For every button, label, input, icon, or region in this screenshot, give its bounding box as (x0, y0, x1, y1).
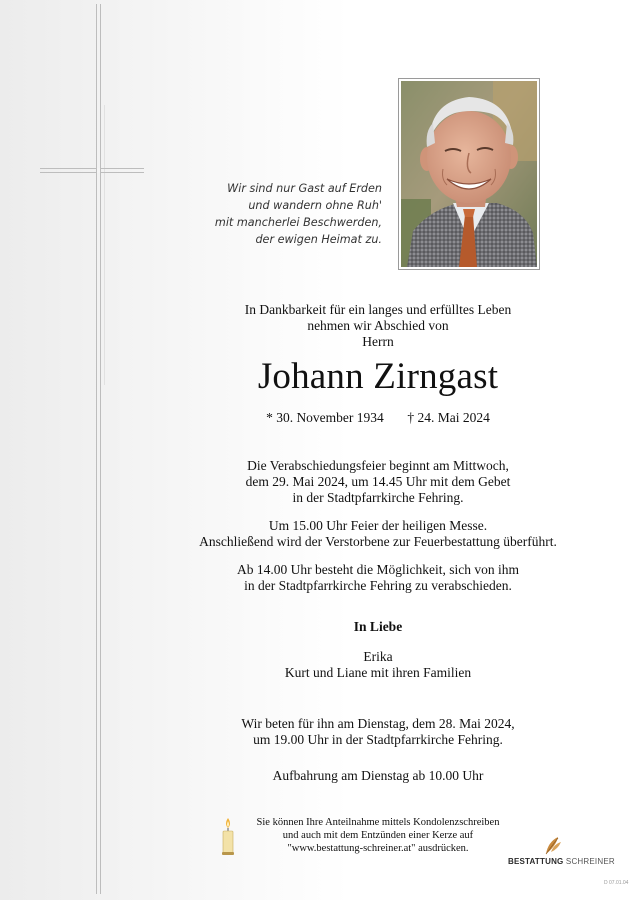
intro-line: In Dankbarkeit für ein langes und erfülltes Leben (244, 302, 512, 317)
condolence-line: und auch mit dem Entzünden einer Kerze auf (282, 830, 474, 841)
viewing-info (120, 768, 636, 784)
prayer-line: Wir beten für ihn am Dienstag, dem 28. Mai 2024, (241, 716, 515, 731)
life-dates: * 30. November 1934 † 24. Mai 2024 (266, 410, 490, 425)
cross-joint (97, 168, 100, 173)
mass-line: Um 15.00 Uhr Feier der heiligen Messe. (268, 518, 488, 533)
intro-line: nehmen wir Abschied von (307, 318, 449, 333)
mourner-line: Kurt und Liane mit ihren Familien (284, 665, 472, 680)
farewell-line: in der Stadtpfarrkirche Fehring zu verabschieden. (244, 578, 512, 593)
poem-line: Wir sind nur Gast auf Erden (227, 182, 382, 195)
viewing-line: Aufbahrung am Dienstag ab 10.00 Uhr (272, 768, 484, 783)
ceremony-line: Die Verabschiedungsfeier beginnt am Mittwoch, (247, 458, 509, 473)
cross-shadow (104, 105, 106, 385)
condolence-line: Sie können Ihre Anteilnahme mittels Kondolenzschreiben (256, 817, 500, 828)
document-code: D 07.01.04 (604, 880, 629, 886)
candle-icon (218, 816, 238, 856)
logo-word-bold: BESTATTUNG (508, 857, 564, 866)
intro-text (120, 302, 636, 350)
portrait-image (401, 81, 537, 267)
logo-word-light: SCHREINER (565, 857, 615, 866)
funeral-home-logo (508, 857, 615, 866)
ceremony-line: dem 29. Mai 2024, um 14.45 Uhr mit dem Gebet (245, 474, 511, 489)
prayer-info (120, 716, 636, 748)
mourner-line: Erika (363, 649, 393, 664)
mourners-list (120, 649, 636, 681)
condolence-note (238, 816, 518, 855)
portrait-photo (398, 78, 540, 270)
mass-info (120, 518, 636, 550)
mass-line: Anschließend wird der Verstorbene zur Feuerbestattung überführt. (199, 534, 557, 549)
mourners-heading: In Liebe (353, 619, 403, 634)
condolence-website-link[interactable]: "www.bestattung-schreiner.at" ausdrücken. (287, 843, 469, 854)
cross-vertical-beam (96, 4, 101, 894)
leaf-icon (542, 834, 564, 856)
cross-horizontal-beam (40, 168, 144, 173)
memorial-poem (176, 180, 382, 248)
poem-line: der ewigen Heimat zu. (255, 233, 382, 246)
deceased-name: Johann Zirngast (257, 356, 499, 397)
poem-line: mit mancherlei Beschwerden, (214, 216, 382, 229)
farewell-line: Ab 14.00 Uhr besteht die Möglichkeit, sich von ihm (237, 562, 519, 577)
prayer-line: um 19.00 Uhr in der Stadtpfarrkirche Fehring. (253, 732, 503, 747)
ceremony-info (120, 458, 636, 506)
ceremony-line: in der Stadtpfarrkirche Fehring. (292, 490, 464, 505)
poem-line: und wandern ohne Ruh' (248, 199, 382, 212)
farewell-info (120, 562, 636, 594)
intro-line: Herrn (362, 334, 394, 349)
